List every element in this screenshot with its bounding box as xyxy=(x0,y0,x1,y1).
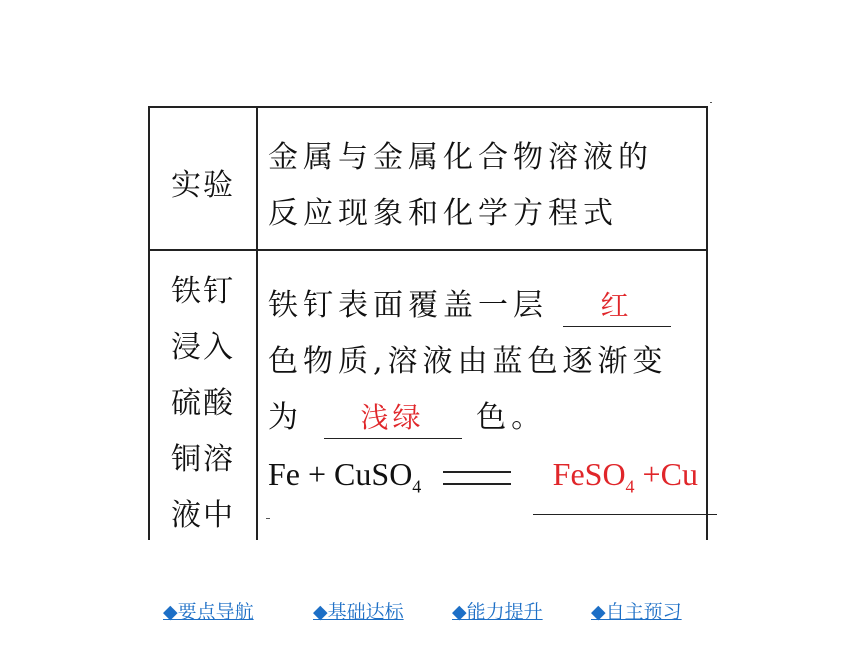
answer-blank-red: 红 xyxy=(563,286,671,327)
experiment-name-line: 铜溶 xyxy=(171,442,235,477)
column-divider xyxy=(256,108,258,540)
equation-reactants: Fe + CuSO xyxy=(268,456,413,492)
experiment-name-line: 液中 xyxy=(171,498,235,533)
observation-line-1 xyxy=(268,278,694,334)
header-description xyxy=(268,130,694,242)
nav-link-ability-improvement[interactable]: ◆能力提升 xyxy=(452,601,543,623)
experiment-name-line: 浸入 xyxy=(171,330,235,365)
experiment-observation xyxy=(268,278,698,515)
nav-link-key-points[interactable]: ◆要点导航 xyxy=(163,601,254,623)
header-line-1: 金属与金属化合物溶液的 xyxy=(268,140,653,175)
answer-equation-products xyxy=(533,446,717,515)
observation-line-2: 色物质,溶液由蓝色逐渐变 xyxy=(268,344,668,379)
equation-equals-sign xyxy=(443,471,511,485)
equation-product-main: FeSO xyxy=(552,456,626,492)
observation-text-1: 铁钉表面覆盖一层 xyxy=(268,288,548,323)
header-line-2: 反应现象和化学方程式 xyxy=(268,196,618,231)
nav-link-self-preview[interactable]: ◆自主预习 xyxy=(591,601,682,623)
answer-blank-light-green: 浅绿 xyxy=(324,398,462,439)
equation-product-tail: +Cu xyxy=(634,456,698,492)
observation-text-3-suffix: 色。 xyxy=(476,400,547,435)
nav-link-basic-practice[interactable]: ◆基础达标 xyxy=(313,601,404,623)
observation-text-3-prefix: 为 xyxy=(268,400,303,435)
stray-mark xyxy=(710,102,712,103)
observation-line-3 xyxy=(268,390,694,446)
equation-reactants-subscript: 4 xyxy=(412,476,422,497)
header-experiment-label: 实验 xyxy=(171,168,235,203)
experiment-name xyxy=(150,264,256,544)
experiment-table xyxy=(148,106,708,540)
chemical-equation xyxy=(268,446,698,515)
experiment-name-line: 铁钉 xyxy=(171,274,235,309)
stray-mark xyxy=(266,518,270,519)
experiment-name-line: 硫酸 xyxy=(171,386,235,421)
equation-product-subscript: 4 xyxy=(625,476,635,497)
bottom-navigation xyxy=(0,597,860,623)
